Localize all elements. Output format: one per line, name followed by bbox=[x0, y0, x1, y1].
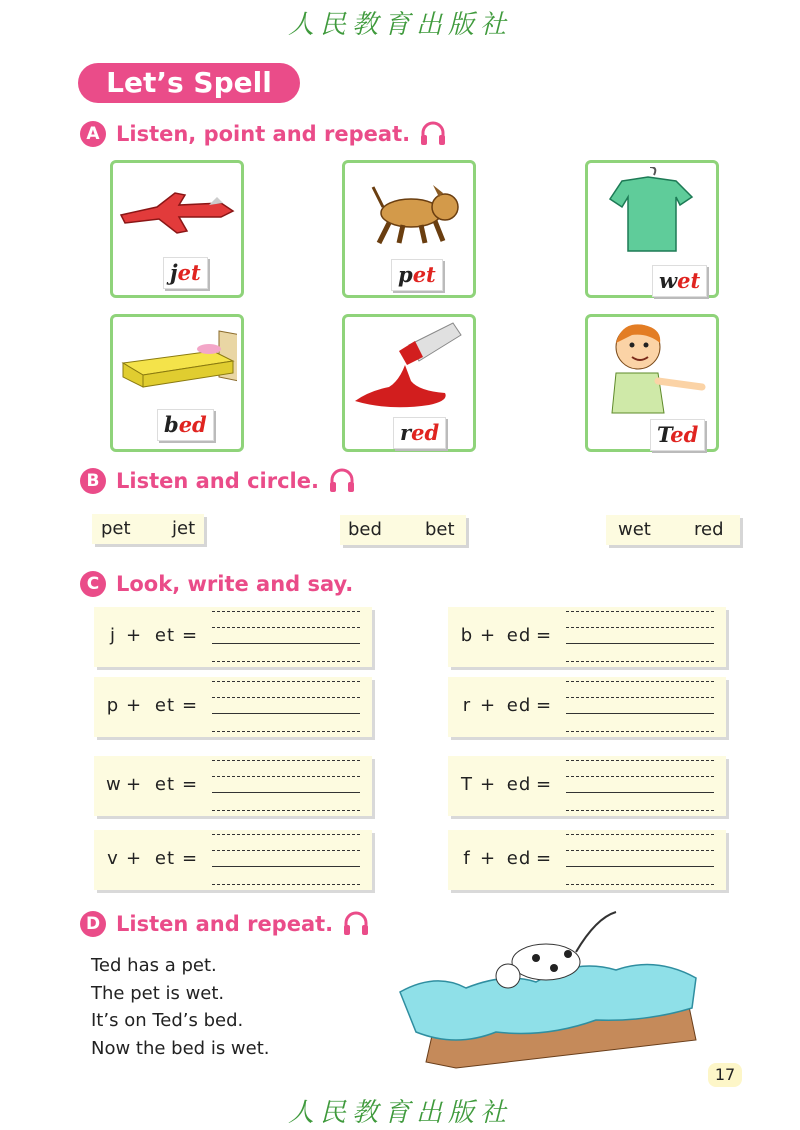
word-equation bbox=[460, 695, 552, 716]
onset-letter: T bbox=[461, 774, 473, 795]
writing-line bbox=[566, 850, 714, 851]
section-a-header bbox=[80, 119, 448, 149]
dog-image bbox=[349, 167, 469, 247]
plus-sign: + bbox=[125, 774, 143, 795]
writing-line bbox=[212, 866, 360, 867]
onset-letter: p bbox=[106, 695, 120, 716]
section-b-header bbox=[80, 466, 357, 496]
writing-lines[interactable] bbox=[566, 611, 714, 663]
rime: et bbox=[154, 625, 176, 646]
red-paint-image bbox=[349, 321, 469, 411]
word-equation bbox=[106, 848, 198, 869]
writing-line bbox=[566, 697, 714, 698]
section-a-title: Listen, point and repeat. bbox=[116, 122, 411, 146]
writing-line bbox=[212, 713, 360, 714]
writing-line bbox=[212, 850, 360, 851]
word-tag-pet: pet bbox=[391, 259, 443, 291]
section-b-title: Listen and circle. bbox=[116, 469, 319, 493]
writing-line bbox=[566, 866, 714, 867]
publisher-watermark-top: 人民教育出版社 bbox=[287, 10, 512, 40]
rime: et bbox=[154, 774, 176, 795]
writing-line bbox=[566, 643, 714, 644]
word-equation bbox=[460, 848, 552, 869]
writing-lines[interactable] bbox=[212, 760, 360, 812]
writing-line bbox=[212, 810, 360, 811]
section-d-header bbox=[80, 909, 371, 939]
picture-card-ted[interactable] bbox=[585, 314, 719, 452]
writing-lines[interactable] bbox=[212, 834, 360, 886]
writing-line bbox=[566, 661, 714, 662]
headphones-icon[interactable] bbox=[327, 466, 357, 496]
publisher-watermark-bottom: 人民教育出版社 bbox=[287, 1098, 512, 1128]
writing-line bbox=[566, 627, 714, 628]
writing-line bbox=[566, 776, 714, 777]
onset-letter: r bbox=[462, 695, 472, 716]
page-number: 17 bbox=[708, 1063, 742, 1087]
writing-line bbox=[212, 792, 360, 793]
onset-letter: b bbox=[460, 625, 474, 646]
write-box bbox=[448, 677, 726, 737]
writing-line bbox=[212, 681, 360, 682]
writing-line bbox=[566, 611, 714, 612]
circle-pair-3 bbox=[606, 515, 740, 545]
picture-card-bed[interactable] bbox=[110, 314, 244, 452]
circle-word-wet[interactable]: wet bbox=[618, 519, 651, 540]
word-equation bbox=[106, 695, 198, 716]
headphones-icon[interactable] bbox=[341, 909, 371, 939]
word-tag-red: red bbox=[393, 417, 446, 449]
circle-word-jet[interactable]: jet bbox=[172, 518, 196, 539]
word-tag-ted: Ted bbox=[650, 419, 705, 451]
plus-sign: + bbox=[125, 695, 143, 716]
plus-sign: + bbox=[479, 774, 497, 795]
writing-line bbox=[212, 834, 360, 835]
writing-lines[interactable] bbox=[566, 681, 714, 733]
writing-lines[interactable] bbox=[566, 760, 714, 812]
rime: ed bbox=[506, 774, 532, 795]
rime: et bbox=[154, 848, 176, 869]
wet-shirt-image bbox=[592, 167, 712, 257]
headphones-icon[interactable] bbox=[418, 119, 448, 149]
writing-line bbox=[566, 810, 714, 811]
word-equation bbox=[460, 774, 552, 795]
rime: ed bbox=[506, 625, 532, 646]
write-box bbox=[448, 830, 726, 890]
story-line: The pet is wet. bbox=[91, 982, 225, 1004]
picture-card-wet[interactable] bbox=[585, 160, 719, 298]
bed-image bbox=[117, 321, 237, 401]
picture-card-jet[interactable] bbox=[110, 160, 244, 298]
writing-line bbox=[566, 884, 714, 885]
writing-line bbox=[212, 697, 360, 698]
story-line: Ted has a pet. bbox=[91, 955, 217, 976]
word-tag-bed: bed bbox=[157, 409, 214, 441]
section-c-header bbox=[80, 569, 353, 599]
section-d-title: Listen and repeat. bbox=[116, 912, 334, 936]
writing-line bbox=[566, 760, 714, 761]
plus-sign: + bbox=[479, 848, 497, 869]
equals-sign: = bbox=[536, 774, 553, 795]
section-c-title: Look, write and say. bbox=[116, 572, 354, 596]
section-c-badge: C bbox=[80, 571, 106, 597]
picture-card-red[interactable] bbox=[342, 314, 476, 452]
writing-lines[interactable] bbox=[566, 834, 714, 886]
boy-image bbox=[592, 321, 712, 421]
circle-pair-2 bbox=[340, 515, 466, 545]
writing-lines[interactable] bbox=[212, 681, 360, 733]
rime: et bbox=[154, 695, 176, 716]
circle-word-red[interactable]: red bbox=[694, 519, 724, 540]
story-line: It’s on Ted’s bed. bbox=[91, 1010, 244, 1031]
word-equation bbox=[106, 625, 198, 646]
jet-plane-image bbox=[117, 167, 237, 247]
write-box bbox=[94, 607, 372, 667]
circle-pair-1 bbox=[92, 514, 204, 544]
picture-card-pet[interactable] bbox=[342, 160, 476, 298]
section-b-badge: B bbox=[80, 468, 106, 494]
circle-word-pet[interactable]: pet bbox=[101, 518, 131, 539]
writing-line bbox=[212, 760, 360, 761]
section-d-badge: D bbox=[80, 911, 106, 937]
word-tag-wet: wet bbox=[652, 265, 707, 297]
writing-line bbox=[212, 731, 360, 732]
write-box bbox=[448, 607, 726, 667]
equals-sign: = bbox=[536, 625, 553, 646]
plus-sign: + bbox=[479, 695, 497, 716]
story-line: Now the bed is wet. bbox=[91, 1037, 270, 1059]
word-equation bbox=[460, 625, 552, 646]
plus-sign: + bbox=[125, 848, 143, 869]
writing-line bbox=[566, 731, 714, 732]
word-equation bbox=[106, 774, 198, 795]
equals-sign: = bbox=[182, 695, 199, 716]
writing-line bbox=[212, 661, 360, 662]
rime: ed bbox=[506, 848, 532, 869]
equals-sign: = bbox=[182, 848, 199, 869]
writing-lines[interactable] bbox=[212, 611, 360, 663]
section-a-badge: A bbox=[80, 121, 106, 147]
write-box bbox=[448, 756, 726, 816]
circle-word-bed[interactable]: bed bbox=[348, 519, 382, 540]
story-text bbox=[91, 952, 270, 1062]
onset-letter: f bbox=[463, 848, 471, 869]
writing-line bbox=[212, 643, 360, 644]
writing-line bbox=[566, 713, 714, 714]
rime: ed bbox=[506, 695, 532, 716]
plus-sign: + bbox=[125, 625, 143, 646]
onset-letter: j bbox=[109, 625, 116, 646]
write-box bbox=[94, 756, 372, 816]
word-tag-jet: jet bbox=[163, 257, 208, 289]
writing-line bbox=[212, 627, 360, 628]
write-box bbox=[94, 830, 372, 890]
equals-sign: = bbox=[182, 774, 199, 795]
lesson-title: Let’s Spell bbox=[78, 63, 300, 103]
writing-line bbox=[566, 681, 714, 682]
write-box bbox=[94, 677, 372, 737]
circle-word-bet[interactable]: bet bbox=[425, 519, 455, 540]
equals-sign: = bbox=[536, 695, 553, 716]
onset-letter: v bbox=[107, 848, 119, 869]
equals-sign: = bbox=[536, 848, 553, 869]
writing-line bbox=[212, 884, 360, 885]
wet-dog-on-bed-image bbox=[396, 908, 700, 1070]
writing-line bbox=[212, 611, 360, 612]
writing-line bbox=[566, 834, 714, 835]
plus-sign: + bbox=[479, 625, 497, 646]
writing-line bbox=[566, 792, 714, 793]
equals-sign: = bbox=[182, 625, 199, 646]
onset-letter: w bbox=[106, 774, 122, 795]
writing-line bbox=[212, 776, 360, 777]
